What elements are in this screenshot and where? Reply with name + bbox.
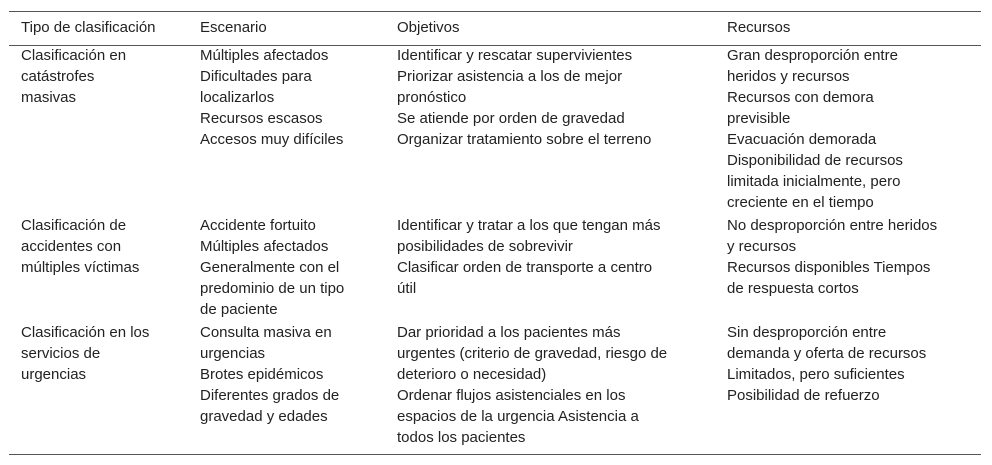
cell-line: Recursos con demora	[727, 89, 874, 106]
cell-line: Organizar tratamiento sobre el terreno	[397, 131, 652, 148]
cell-line: creciente en el tiempo	[727, 194, 874, 211]
cell-escenario	[200, 45, 343, 150]
cell-line: predominio de un tipo	[200, 280, 345, 297]
cell-line: Accidente fortuito	[200, 217, 316, 234]
cell-line: Gran desproporción entre	[727, 47, 898, 64]
cell-line: múltiples víctimas	[21, 259, 140, 276]
cell-line: catástrofes	[21, 68, 95, 85]
cell-line: Accesos muy difíciles	[200, 131, 344, 148]
cell-line: Diferentes grados de	[200, 387, 340, 404]
cell-line: demanda y oferta de recursos	[727, 345, 927, 362]
cell-recursos	[727, 215, 937, 299]
cell-line: Dar prioridad a los pacientes más	[397, 324, 621, 341]
cell-line: Identificar y tratar a los que tengan más	[397, 217, 661, 234]
cell-line: de respuesta cortos	[727, 280, 859, 297]
cell-tipo	[21, 215, 139, 278]
cell-line: accidentes con	[21, 238, 122, 255]
cell-line: Clasificación en	[21, 47, 127, 64]
cell-line: Priorizar asistencia a los de mejor	[397, 68, 623, 85]
cell-objetivos	[397, 215, 660, 299]
cell-line: heridos y recursos	[727, 68, 850, 85]
cell-line: Brotes epidémicos	[200, 366, 324, 383]
cell-line: Sin desproporción entre	[727, 324, 887, 341]
cell-line: Dificultades para	[200, 68, 312, 85]
cell-line: urgencias	[200, 345, 266, 362]
cell-tipo	[21, 322, 149, 385]
cell-line: espacios de la urgencia Asistencia a	[397, 408, 639, 425]
cell-line: Múltiples afectados	[200, 238, 329, 255]
cell-line: Recursos escasos	[200, 110, 323, 127]
cell-escenario	[200, 215, 344, 320]
cell-line: Recursos disponibles Tiempos	[727, 259, 931, 276]
cell-line: Se atiende por orden de gravedad	[397, 110, 625, 127]
cell-objetivos	[397, 322, 667, 448]
cell-line: y recursos	[727, 238, 797, 255]
cell-line: Generalmente con el	[200, 259, 340, 276]
header-tipo: Tipo de clasificación	[21, 19, 156, 36]
cell-line: pronóstico	[397, 89, 467, 106]
cell-line: urgentes (criterio de gravedad, riesgo de	[397, 345, 668, 362]
cell-line: Limitados, pero suficientes	[727, 366, 905, 383]
cell-line: Clasificación en los	[21, 324, 150, 341]
cell-line: servicios de	[21, 345, 101, 362]
cell-line: Identificar y rescatar supervivientes	[397, 47, 633, 64]
header-recursos: Recursos	[727, 19, 791, 36]
cell-line: Disponibilidad de recursos	[727, 152, 903, 169]
cell-line: Posibilidad de refuerzo	[727, 387, 880, 404]
cell-line: Consulta masiva en	[200, 324, 332, 341]
cell-line: deterioro o necesidad)	[397, 366, 547, 383]
cell-line: todos los pacientes	[397, 429, 526, 446]
classification-table	[9, 11, 981, 455]
cell-line: Múltiples afectados	[200, 47, 329, 64]
cell-line: previsible	[727, 110, 791, 127]
cell-line: Evacuación demorada	[727, 131, 877, 148]
cell-line: Clasificar orden de transporte a centro	[397, 259, 653, 276]
cell-line: No desproporción entre heridos	[727, 217, 938, 234]
cell-escenario	[200, 322, 339, 427]
cell-recursos	[727, 45, 903, 213]
cell-line: de paciente	[200, 301, 278, 318]
cell-line: masivas	[21, 89, 77, 106]
cell-tipo	[21, 45, 126, 108]
cell-line: urgencias	[21, 366, 87, 383]
cell-line: limitada inicialmente, pero	[727, 173, 901, 190]
header-escenario: Escenario	[200, 19, 267, 36]
cell-line: Clasificación de	[21, 217, 127, 234]
cell-line: posibilidades de sobrevivir	[397, 238, 573, 255]
cell-line: Ordenar flujos asistenciales en los	[397, 387, 626, 404]
header-objetivos: Objetivos	[397, 19, 460, 36]
cell-objetivos	[397, 45, 651, 150]
cell-line: útil	[397, 280, 417, 297]
cell-line: localizarlos	[200, 89, 275, 106]
cell-line: gravedad y edades	[200, 408, 328, 425]
cell-recursos	[727, 322, 926, 406]
